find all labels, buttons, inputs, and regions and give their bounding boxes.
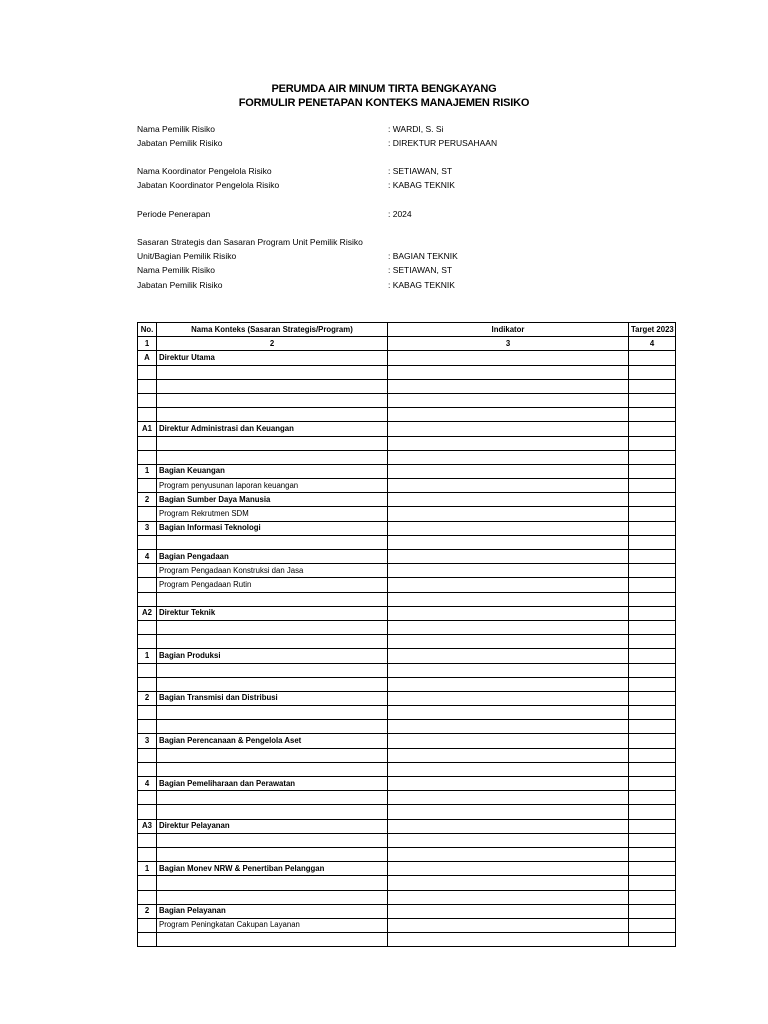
row-context-name: Bagian Perencanaan & Pengelola Aset	[157, 734, 388, 748]
table-row	[138, 777, 676, 791]
row-indicator	[388, 592, 629, 606]
row-context-name	[157, 535, 388, 549]
row-context-name: Bagian Transmisi dan Distribusi	[157, 691, 388, 705]
header-name: Nama Konteks (Sasaran Strategis/Program)	[157, 323, 388, 337]
row-number	[138, 791, 157, 805]
row-indicator	[388, 876, 629, 890]
row-context-name	[157, 748, 388, 762]
table-row	[138, 592, 676, 606]
row-context-name: Bagian Informasi Teknologi	[157, 521, 388, 535]
context-table	[137, 322, 676, 947]
info-value: : BAGIAN TEKNIK	[388, 251, 458, 261]
row-context-name: Direktur Utama	[157, 351, 388, 365]
info-label: Nama Pemilik Risiko	[137, 124, 215, 134]
row-target	[629, 805, 676, 819]
document-title-line1: PERUMDA AIR MINUM TIRTA BENGKAYANG	[271, 83, 497, 95]
row-target	[629, 933, 676, 947]
row-context-name: Bagian Produksi	[157, 649, 388, 663]
row-number: 2	[138, 691, 157, 705]
row-target	[629, 847, 676, 861]
row-target	[629, 706, 676, 720]
row-context-name	[157, 408, 388, 422]
row-number	[138, 479, 157, 493]
row-number	[138, 762, 157, 776]
info-label: Jabatan Pemilik Risiko	[137, 138, 223, 148]
col-number: 4	[629, 337, 676, 351]
row-number	[138, 393, 157, 407]
table-row	[138, 862, 676, 876]
row-indicator	[388, 464, 629, 478]
row-number	[138, 535, 157, 549]
table-row	[138, 535, 676, 549]
row-target	[629, 464, 676, 478]
table-row	[138, 479, 676, 493]
row-target	[629, 479, 676, 493]
row-number: A2	[138, 606, 157, 620]
table-row	[138, 734, 676, 748]
row-number: 1	[138, 464, 157, 478]
row-target	[629, 663, 676, 677]
row-number	[138, 933, 157, 947]
row-number: 1	[138, 649, 157, 663]
row-indicator	[388, 663, 629, 677]
row-target	[629, 762, 676, 776]
table-row	[138, 691, 676, 705]
row-number	[138, 720, 157, 734]
info-label: Periode Penerapan	[137, 209, 211, 219]
info-label: Jabatan Koordinator Pengelola Risiko	[137, 180, 280, 190]
row-indicator	[388, 408, 629, 422]
row-target	[629, 606, 676, 620]
row-context-name: Program Rekrutmen SDM	[157, 507, 388, 521]
table-row	[138, 819, 676, 833]
row-indicator	[388, 677, 629, 691]
row-indicator	[388, 479, 629, 493]
row-context-name: Bagian Pelayanan	[157, 904, 388, 918]
row-indicator	[388, 422, 629, 436]
row-target	[629, 734, 676, 748]
row-number	[138, 748, 157, 762]
row-target	[629, 904, 676, 918]
row-indicator	[388, 393, 629, 407]
row-target	[629, 422, 676, 436]
row-target	[629, 351, 676, 365]
row-context-name	[157, 635, 388, 649]
row-context-name	[157, 876, 388, 890]
header-no: No.	[138, 323, 157, 337]
row-target	[629, 578, 676, 592]
table-row	[138, 791, 676, 805]
row-context-name	[157, 720, 388, 734]
row-context-name: Bagian Pengadaan	[157, 550, 388, 564]
table-row	[138, 521, 676, 535]
header-target: Target 2023	[629, 323, 676, 337]
table-row	[138, 918, 676, 932]
row-number	[138, 564, 157, 578]
row-context-name	[157, 933, 388, 947]
row-target	[629, 521, 676, 535]
row-number	[138, 592, 157, 606]
row-target	[629, 550, 676, 564]
row-target	[629, 890, 676, 904]
row-indicator	[388, 450, 629, 464]
table-row	[138, 762, 676, 776]
col-number: 3	[388, 337, 629, 351]
row-number	[138, 918, 157, 932]
row-context-name	[157, 663, 388, 677]
table-row	[138, 564, 676, 578]
row-context-name: Bagian Monev NRW & Penertiban Pelanggan	[157, 862, 388, 876]
table-row	[138, 507, 676, 521]
row-indicator	[388, 890, 629, 904]
table-row	[138, 365, 676, 379]
row-number	[138, 847, 157, 861]
row-indicator	[388, 691, 629, 705]
row-context-name	[157, 847, 388, 861]
table-header-row	[138, 323, 676, 337]
table-body	[138, 351, 676, 947]
row-context-name	[157, 833, 388, 847]
row-indicator	[388, 706, 629, 720]
row-indicator	[388, 748, 629, 762]
row-context-name: Program Pengadaan Rutin	[157, 578, 388, 592]
row-context-name	[157, 592, 388, 606]
table-number-row	[138, 337, 676, 351]
row-indicator	[388, 847, 629, 861]
row-target	[629, 493, 676, 507]
row-indicator	[388, 734, 629, 748]
row-context-name	[157, 677, 388, 691]
table-row	[138, 464, 676, 478]
row-number	[138, 436, 157, 450]
row-context-name: Direktur Pelayanan	[157, 819, 388, 833]
table-row	[138, 635, 676, 649]
info-label: Nama Koordinator Pengelola Risiko	[137, 166, 272, 176]
table-row	[138, 847, 676, 861]
row-target	[629, 535, 676, 549]
row-number	[138, 677, 157, 691]
table-row	[138, 408, 676, 422]
table-row	[138, 606, 676, 620]
row-context-name	[157, 379, 388, 393]
row-number: A	[138, 351, 157, 365]
row-context-name: Bagian Sumber Daya Manusia	[157, 493, 388, 507]
row-indicator	[388, 762, 629, 776]
row-indicator	[388, 791, 629, 805]
row-indicator	[388, 365, 629, 379]
row-indicator	[388, 833, 629, 847]
row-number: A3	[138, 819, 157, 833]
row-indicator	[388, 606, 629, 620]
table-row	[138, 904, 676, 918]
info-value: : SETIAWAN, ST	[388, 166, 453, 176]
row-target	[629, 592, 676, 606]
row-context-name	[157, 450, 388, 464]
row-context-name: Bagian Keuangan	[157, 464, 388, 478]
row-number: 4	[138, 550, 157, 564]
row-number	[138, 578, 157, 592]
row-number: 3	[138, 521, 157, 535]
row-indicator	[388, 777, 629, 791]
row-indicator	[388, 379, 629, 393]
row-target	[629, 876, 676, 890]
info-value: : DIREKTUR PERUSAHAAN	[388, 138, 498, 148]
row-target	[629, 862, 676, 876]
row-target	[629, 564, 676, 578]
row-context-name	[157, 805, 388, 819]
document-title-line2: FORMULIR PENETAPAN KONTEKS MANAJEMEN RISIKO	[238, 97, 530, 109]
col-number: 1	[138, 337, 157, 351]
table-row	[138, 436, 676, 450]
row-context-name	[157, 762, 388, 776]
table-row	[138, 720, 676, 734]
row-target	[629, 720, 676, 734]
table-row	[138, 890, 676, 904]
row-target	[629, 450, 676, 464]
info-label: Unit/Bagian Pemilik Risiko	[137, 251, 237, 261]
row-target	[629, 365, 676, 379]
row-context-name: Program Pengadaan Konstruksi dan Jasa	[157, 564, 388, 578]
row-number	[138, 635, 157, 649]
row-context-name	[157, 890, 388, 904]
row-context-name: Program Peningkatan Cakupan Layanan	[157, 918, 388, 932]
table-row	[138, 833, 676, 847]
row-context-name: Direktur Administrasi dan Keuangan	[157, 422, 388, 436]
row-target	[629, 379, 676, 393]
info-label: Jabatan Pemilik Risiko	[137, 280, 223, 290]
table-row	[138, 422, 676, 436]
row-target	[629, 620, 676, 634]
row-number	[138, 833, 157, 847]
row-indicator	[388, 535, 629, 549]
table-row	[138, 748, 676, 762]
row-number	[138, 890, 157, 904]
row-number: 2	[138, 493, 157, 507]
row-indicator	[388, 933, 629, 947]
row-target	[629, 791, 676, 805]
row-number	[138, 408, 157, 422]
row-indicator	[388, 578, 629, 592]
row-target	[629, 507, 676, 521]
table-row	[138, 663, 676, 677]
row-target	[629, 436, 676, 450]
row-number	[138, 620, 157, 634]
table-row	[138, 649, 676, 663]
row-target	[629, 748, 676, 762]
row-indicator	[388, 635, 629, 649]
info-value: : WARDI, S. Si	[388, 124, 444, 134]
table-row	[138, 933, 676, 947]
row-number	[138, 365, 157, 379]
table-row	[138, 450, 676, 464]
row-context-name: Bagian Pemeliharaan dan Perawatan	[157, 777, 388, 791]
row-indicator	[388, 507, 629, 521]
row-indicator	[388, 904, 629, 918]
row-context-name	[157, 706, 388, 720]
row-indicator	[388, 550, 629, 564]
row-target	[629, 777, 676, 791]
table-row	[138, 620, 676, 634]
row-context-name	[157, 620, 388, 634]
row-indicator	[388, 819, 629, 833]
row-indicator	[388, 720, 629, 734]
row-number	[138, 663, 157, 677]
row-target	[629, 833, 676, 847]
row-target	[629, 677, 676, 691]
info-label: Sasaran Strategis dan Sasaran Program Unit Pemilik Risiko	[137, 237, 363, 247]
table-row	[138, 493, 676, 507]
row-target	[629, 635, 676, 649]
row-indicator	[388, 493, 629, 507]
row-indicator	[388, 918, 629, 932]
table-row	[138, 876, 676, 890]
table-row	[138, 677, 676, 691]
table-row	[138, 706, 676, 720]
info-value: : KABAG TEKNIK	[388, 180, 455, 190]
table-row	[138, 379, 676, 393]
row-number	[138, 805, 157, 819]
row-number	[138, 706, 157, 720]
row-context-name	[157, 436, 388, 450]
table-row	[138, 805, 676, 819]
row-indicator	[388, 620, 629, 634]
info-value: : KABAG TEKNIK	[388, 280, 455, 290]
row-context-name	[157, 393, 388, 407]
table-row	[138, 578, 676, 592]
row-number	[138, 379, 157, 393]
row-number: A1	[138, 422, 157, 436]
row-number	[138, 450, 157, 464]
info-value: : 2024	[388, 209, 412, 219]
row-target	[629, 649, 676, 663]
row-indicator	[388, 805, 629, 819]
row-context-name	[157, 365, 388, 379]
row-number	[138, 507, 157, 521]
row-number: 2	[138, 904, 157, 918]
header-indicator: Indikator	[388, 323, 629, 337]
row-context-name	[157, 791, 388, 805]
row-target	[629, 918, 676, 932]
row-number: 4	[138, 777, 157, 791]
row-indicator	[388, 351, 629, 365]
table-row	[138, 393, 676, 407]
row-number	[138, 876, 157, 890]
row-number: 3	[138, 734, 157, 748]
info-label: Nama Pemilik Risiko	[137, 265, 215, 275]
row-indicator	[388, 436, 629, 450]
row-context-name: Direktur Teknik	[157, 606, 388, 620]
row-indicator	[388, 521, 629, 535]
row-context-name: Program penyusunan laporan keuangan	[157, 479, 388, 493]
row-number: 1	[138, 862, 157, 876]
row-target	[629, 408, 676, 422]
row-indicator	[388, 564, 629, 578]
info-value: : SETIAWAN, ST	[388, 265, 453, 275]
row-target	[629, 393, 676, 407]
row-target	[629, 691, 676, 705]
row-target	[629, 819, 676, 833]
row-indicator	[388, 649, 629, 663]
table-row	[138, 550, 676, 564]
row-indicator	[388, 862, 629, 876]
col-number: 2	[157, 337, 388, 351]
table-row	[138, 351, 676, 365]
